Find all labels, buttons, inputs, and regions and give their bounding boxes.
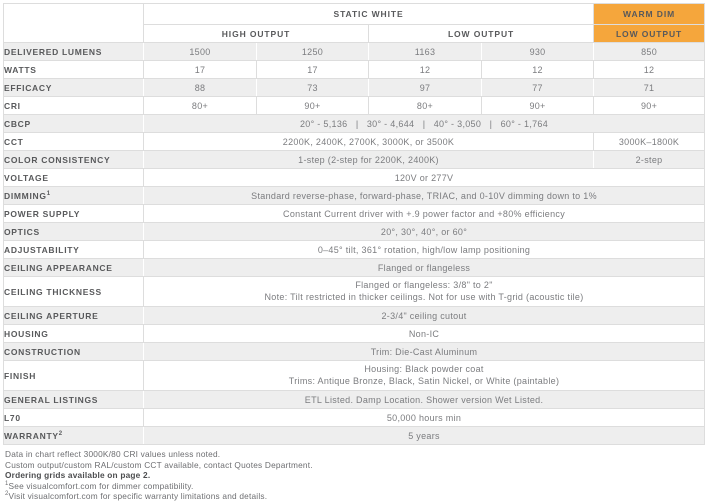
cell-watts-0: 17 xyxy=(144,61,257,79)
row-label-cri: CRI xyxy=(4,97,144,115)
spec-row-efficacy xyxy=(4,79,705,97)
footnote-ref-1: 1 xyxy=(5,481,9,488)
row-label-l70: L70 xyxy=(4,409,144,427)
cell-cri-1: 90+ xyxy=(257,97,369,115)
cell-adjustability-0: 0–45° tilt, 361° rotation, high/low lamp positioning xyxy=(144,241,705,259)
spec-table-body xyxy=(4,43,705,445)
cell-ceiling-aperture-0: 2-3/4" ceiling cutout xyxy=(144,307,705,325)
row-label-ceiling-aperture: CEILING APERTURE xyxy=(4,307,144,325)
row-label-cct: CCT xyxy=(4,133,144,151)
cell-ceiling-thickness-0 xyxy=(144,277,705,307)
header-warm-dim-output xyxy=(594,25,705,43)
header-row-groups xyxy=(4,4,705,25)
cell-power-supply-0: Constant Current driver with +.9 power factor and +80% efficiency xyxy=(144,205,705,223)
spec-row-ceiling-aperture xyxy=(4,307,705,325)
spec-row-voltage xyxy=(4,169,705,187)
footnotes xyxy=(5,449,313,502)
cell-color-consistency-1: 2-step xyxy=(594,151,705,169)
footnote-marker-1: 1 xyxy=(46,190,51,197)
spec-row-general-listings xyxy=(4,391,705,409)
cell-cri-3: 90+ xyxy=(482,97,594,115)
row-label-warranty: WARRANTY$^2$ xyxy=(4,427,144,445)
cell-construction-0: Trim: Die-Cast Aluminum xyxy=(144,343,705,361)
cell-dimming-0: Standard reverse-phase, forward-phase, TRIAC, and 0-10V dimming down to 1% xyxy=(144,187,705,205)
cell-cct-0: 2200K, 2400K, 2700K, 3000K, or 3500K xyxy=(144,133,594,151)
footnote-line-3: Ordering grids available on page 2. xyxy=(5,470,151,481)
header-warm-dim-output-label: LOW OUTPUT xyxy=(615,28,683,39)
footnote-line-2: Custom output/custom RAL/custom CCT available, contact Quotes Department. xyxy=(5,459,313,470)
row-label-adjustability: ADJUSTABILITY xyxy=(4,241,144,259)
cell-efficacy-1: 73 xyxy=(257,79,369,97)
cell-watts-1: 17 xyxy=(257,61,369,79)
header-static-white-label: STATIC WHITE xyxy=(333,9,404,19)
row-label-voltage: VOLTAGE xyxy=(4,169,144,187)
row-label-watts: WATTS xyxy=(4,61,144,79)
row-label-cbcp: CBCP xyxy=(4,115,144,133)
row-label-ceiling-thickness: CEILING THICKNESS xyxy=(4,277,144,307)
header-high-output-label: HIGH OUTPUT xyxy=(221,28,291,39)
cell-line: Note: Tilt restricted in thicker ceilings. Not for use with T-grid (acoustic tile) xyxy=(264,291,584,302)
spec-row-ceiling-thickness xyxy=(4,277,705,307)
row-label-finish: FINISH xyxy=(4,361,144,391)
row-label-construction: CONSTRUCTION xyxy=(4,343,144,361)
spec-row-power-supply xyxy=(4,205,705,223)
cell-cbcp-0: 20° - 5,136 | 30° - 4,644 | 40° - 3,050 | 60° - 1,764 xyxy=(144,115,705,133)
row-label-dimming: DIMMING$^1$ xyxy=(4,187,144,205)
cell-delivered-lumens-1: 1250 xyxy=(257,43,369,61)
cell-voltage-0: 120V or 277V xyxy=(144,169,705,187)
spec-row-warranty xyxy=(4,427,705,445)
cell-line: Trims: Antique Bronze, Black, Satin Nickel, or White (paintable) xyxy=(288,375,560,386)
cell-line: Flanged or flangeless: 3/8" to 2" xyxy=(355,280,493,290)
header-high-output xyxy=(144,25,369,43)
cell-l70-0: 50,000 hours min xyxy=(144,409,705,427)
row-label-efficacy: EFFICACY xyxy=(4,79,144,97)
cell-optics-0: 20°, 30°, 40°, or 60° xyxy=(144,223,705,241)
cell-efficacy-0: 88 xyxy=(144,79,257,97)
cell-delivered-lumens-2: 1163 xyxy=(369,43,482,61)
spec-row-watts xyxy=(4,61,705,79)
spec-row-cct xyxy=(4,133,705,151)
header-static-white xyxy=(144,4,594,25)
spec-row-housing xyxy=(4,325,705,343)
cell-delivered-lumens-3: 930 xyxy=(482,43,594,61)
cell-cct-1: 3000K–1800K xyxy=(594,133,705,151)
footnote-line-5: $^2$Visit visualcomfort.com for specific warranty limitations and details. xyxy=(5,491,268,502)
cell-watts-3: 12 xyxy=(482,61,594,79)
header-low-output xyxy=(369,25,594,43)
header-low-output-label: LOW OUTPUT xyxy=(447,28,515,39)
spec-row-optics xyxy=(4,223,705,241)
cell-delivered-lumens-0: 1500 xyxy=(144,43,257,61)
cell-general-listings-0: ETL Listed. Damp Location. Shower version Wet Listed. xyxy=(144,391,705,409)
cell-efficacy-3: 77 xyxy=(482,79,594,97)
header-warm-dim xyxy=(594,4,705,25)
spec-row-cbcp xyxy=(4,115,705,133)
cell-efficacy-4: 71 xyxy=(594,79,705,97)
row-label-power-supply: POWER SUPPLY xyxy=(4,205,144,223)
header-warm-dim-label: WARM DIM xyxy=(623,9,676,19)
spec-row-l70 xyxy=(4,409,705,427)
row-label-optics: OPTICS xyxy=(4,223,144,241)
cell-finish-0 xyxy=(144,361,705,391)
cell-cri-2: 80+ xyxy=(369,97,482,115)
row-label-color-consistency: COLOR CONSISTENCY xyxy=(4,151,144,169)
cell-color-consistency-0: 1-step (2-step for 2200K, 2400K) xyxy=(144,151,594,169)
spec-row-dimming xyxy=(4,187,705,205)
cell-efficacy-2: 97 xyxy=(369,79,482,97)
cell-housing-0: Non-IC xyxy=(144,325,705,343)
footnote-marker-2: 2 xyxy=(58,430,63,437)
cell-delivered-lumens-4: 850 xyxy=(594,43,705,61)
cell-cri-0: 80+ xyxy=(144,97,257,115)
spec-table xyxy=(3,3,705,445)
footnote-ref-2: 2 xyxy=(5,491,9,498)
spec-row-color-consistency xyxy=(4,151,705,169)
row-label-general-listings: GENERAL LISTINGS xyxy=(4,391,144,409)
cell-ceiling-appearance-0: Flanged or flangeless xyxy=(144,259,705,277)
footnote-line-1: Data in chart reflect 3000K/80 CRI values unless noted. xyxy=(5,449,221,459)
spec-row-cri xyxy=(4,97,705,115)
footnote-line-4: $^1$See visualcomfort.com for dimmer compatibility. xyxy=(5,480,194,491)
row-label-delivered-lumens: DELIVERED LUMENS xyxy=(4,43,144,61)
spec-row-delivered-lumens xyxy=(4,43,705,61)
row-label-ceiling-appearance: CEILING APPEARANCE xyxy=(4,259,144,277)
spec-row-construction xyxy=(4,343,705,361)
cell-cri-4: 90+ xyxy=(594,97,705,115)
cell-warranty-0: 5 years xyxy=(144,427,705,445)
cell-watts-4: 12 xyxy=(594,61,705,79)
cell-watts-2: 12 xyxy=(369,61,482,79)
row-label-housing: HOUSING xyxy=(4,325,144,343)
header-corner-cell xyxy=(4,4,144,43)
cell-line: Housing: Black powder coat xyxy=(364,364,484,374)
spec-row-adjustability xyxy=(4,241,705,259)
spec-row-finish xyxy=(4,361,705,391)
spec-row-ceiling-appearance xyxy=(4,259,705,277)
